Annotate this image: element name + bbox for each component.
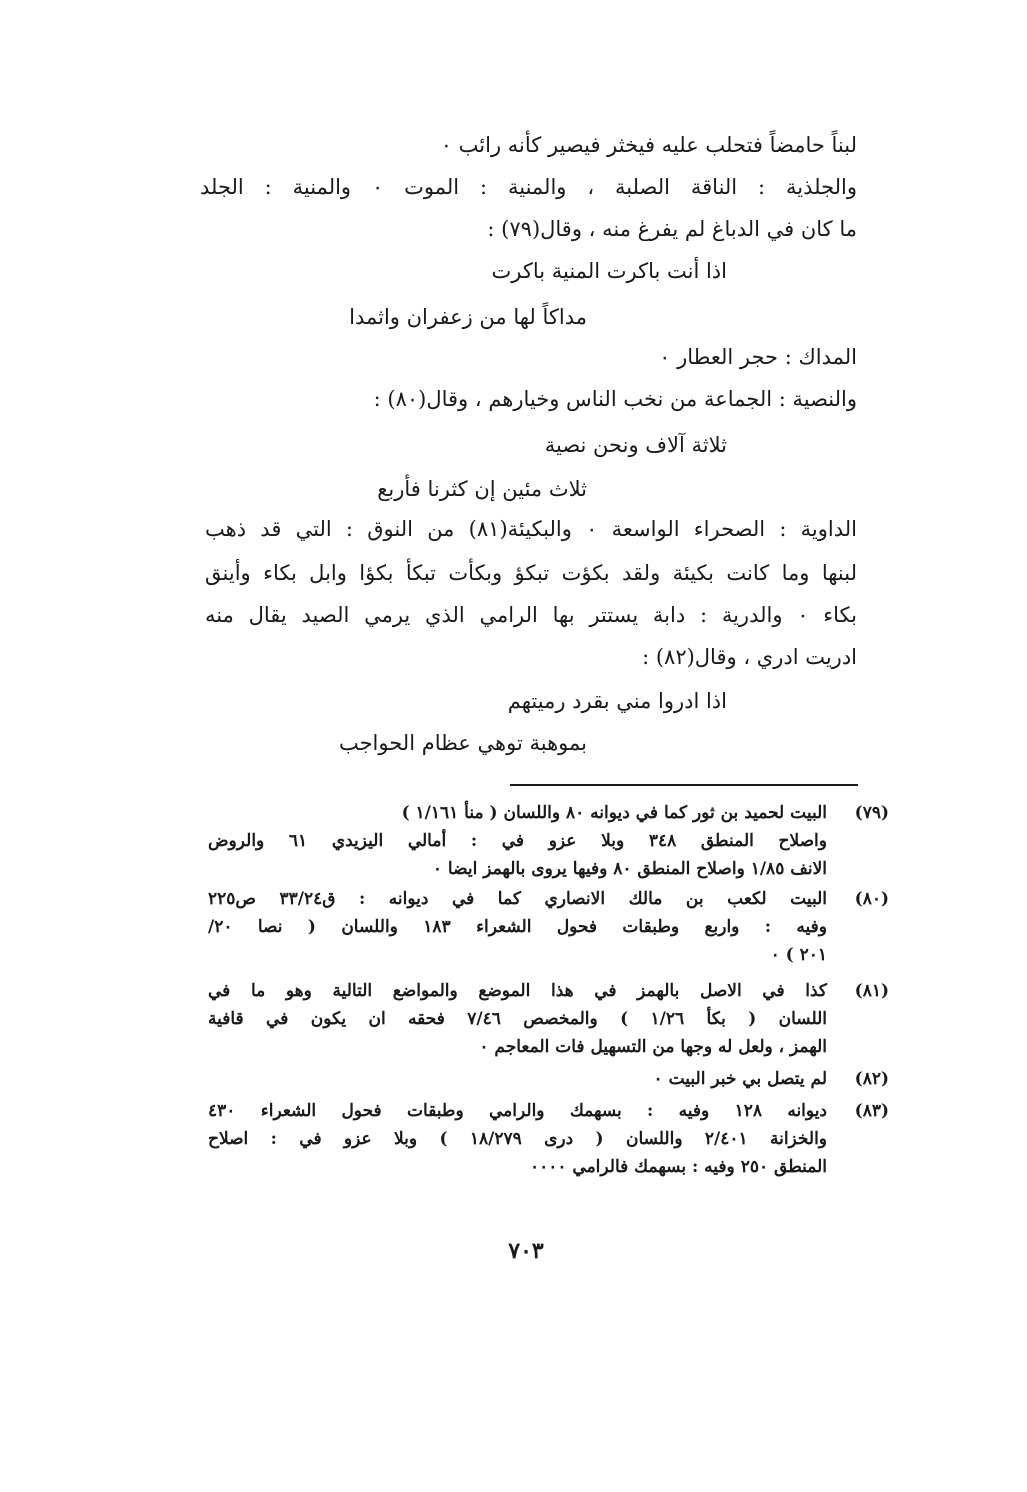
verse-line-1: اذا أنت باكرت المنية باكرت <box>491 259 727 283</box>
body-line-6: الداوية : الصحراء الواسعة ٠ والبكيئة(٨١) من النوق : التي قد ذهب <box>205 517 857 541</box>
footnote-83-line-1: ديوانه ١٢٨ وفيه : بسهمك والرامي وطبقات فحول الشعراء ٤٣٠ <box>208 1101 827 1121</box>
footnote-81-line-2: اللسان ( بكأ ١/٢٦ ) والمخصص ٧/٤٦ فحقه ان يكون في قافية <box>208 1009 827 1029</box>
body-line-2: والجلذية : الناقة الصلبة ، والمنية : الموت ٠ والمنية : الجلد <box>200 175 858 199</box>
verse-line-3: ثلاثة آلاف ونحن نصية <box>544 433 727 457</box>
footnote-80-number: (٨٠) <box>854 889 889 909</box>
verse-line-2: مداكاً لها من زعفران واثمدا <box>349 305 587 329</box>
body-line-5: والنصية : الجماعة من نخب الناس وخيارهم ، وقال(٨٠) : <box>373 387 857 411</box>
footnote-81-line-1: كذا في الاصل بالهمز في هذا الموضع والمواضع التالية وهو ما في <box>208 981 827 1001</box>
verse-line-4: ثلاث مئين إن كثرنا فأربع <box>377 477 587 501</box>
footnote-81-line-3: الهمز ، ولعل له وجها من التسهيل فات المعاجم ٠ <box>479 1037 827 1057</box>
body-line-7: لبنها وما كانت بكيئة ولقد بكؤت تبكؤ وبكأت تبكأ بكؤا وابل بكاء وأينق <box>205 561 857 585</box>
footnote-79-line-1: البيت لحميد بن ثور كما في ديوانه ٨٠ واللسان ( منأ ١/١٦١ ) <box>401 803 827 823</box>
footnote-80-line-1: البيت لكعب بن مالك الانصاري كما في ديوانه : ق٣٣/٢٤ ص٢٢٥ <box>208 889 827 909</box>
footnote-82-number: (٨٢) <box>854 1069 889 1089</box>
footnote-81-number: (٨١) <box>854 981 889 1001</box>
footnote-83-line-3: المنطق ٢٥٠ وفيه : بسهمك فالرامي ٠٠٠٠ <box>529 1157 827 1177</box>
body-line-3: ما كان في الدباغ لم يفرغ منه ، وقال(٧٩) : <box>487 217 857 241</box>
body-line-4: المداك : حجر العطار ٠ <box>659 345 857 369</box>
footnote-80-line-3: ٢٠١ ) ٠ <box>770 945 827 965</box>
body-line-8: بكاء ٠ والدرية : دابة يستتر بها الرامي الذي يرمي الصيد يقال منه <box>205 603 857 627</box>
body-line-1: لبناً حامضاً فتحلب عليه فيخثر فيصير كأنه رائب ٠ <box>440 133 857 157</box>
footnote-79-line-2: واصلاح المنطق ٣٤٨ وبلا عزو في : أمالي اليزيدي ٦١ والروض <box>208 831 827 851</box>
footnote-82-line-1: لم يتصل بي خبر البيت ٠ <box>653 1069 827 1089</box>
page-number: ٧٠٣ <box>508 1238 544 1264</box>
verse-line-5: اذا ادروا مني بقرد رميتهم <box>507 689 727 713</box>
footnote-79-number: (٧٩) <box>854 803 889 823</box>
footnote-83-line-2: والخزانة ٢/٤٠١ واللسان ( درى ١٨/٢٧٩ ) وبلا عزو في : اصلاح <box>208 1129 828 1149</box>
footnote-80-line-2: وفيه : واربع وطبقات فحول الشعراء ١٨٣ واللسان ( نصا ٢٠/ <box>208 917 827 937</box>
footnote-separator <box>510 784 858 786</box>
verse-line-6: بموهبة توهي عظام الحواجب <box>338 731 587 755</box>
footnote-79-line-3: الانف ١/٨٥ واصلاح المنطق ٨٠ وفيها يروى بالهمز ايضا ٠ <box>432 859 827 879</box>
body-line-9: ادريت ادري ، وقال(٨٢) : <box>642 645 857 669</box>
footnote-83-number: (٨٣) <box>854 1101 889 1121</box>
